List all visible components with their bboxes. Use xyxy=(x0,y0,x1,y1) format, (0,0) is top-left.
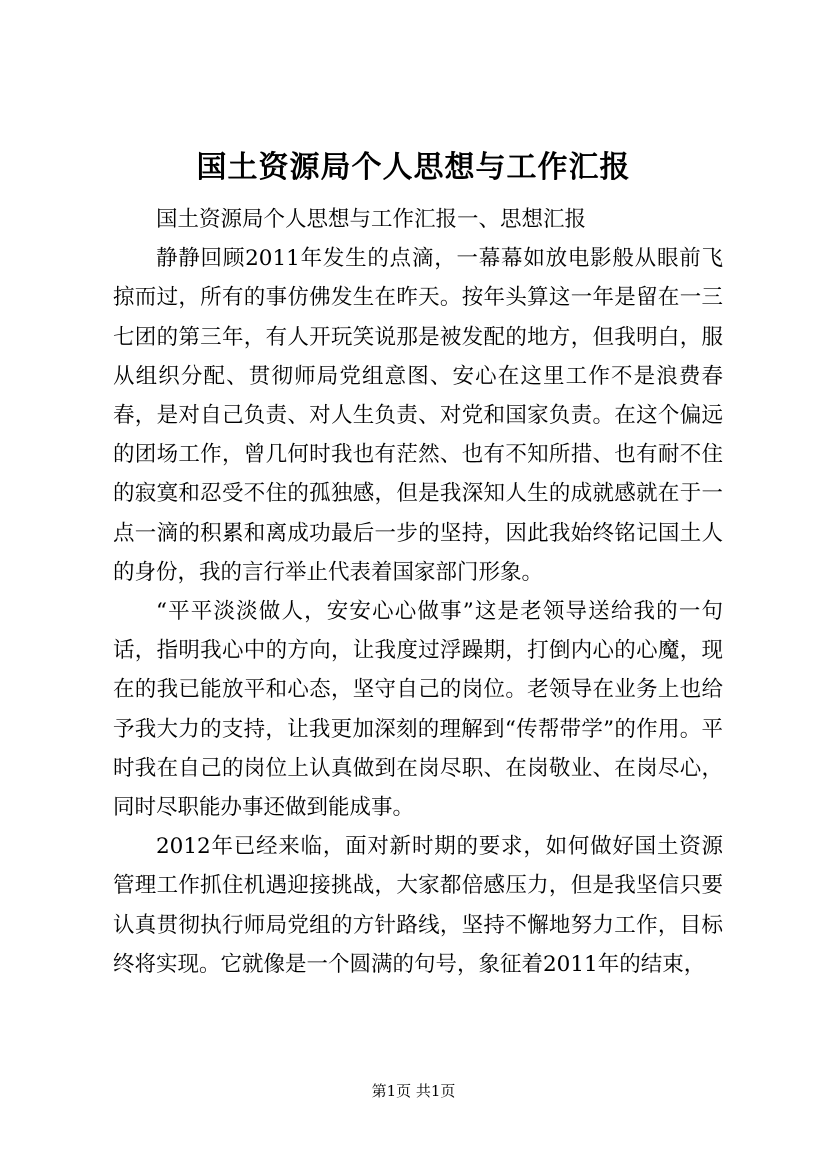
paragraph: 静静回顾2011年发生的点滴，一幕幕如放电影般从眼前飞掠而过，所有的事仿佛发生在昨天。按年头算这一年是留在一三七团的第三年，有人开玩笑说那是被发配的地方，但我明白，服从组织分配、贯彻师局党组意图、安心在这里工作不是浪费春春，是对自己负责、对人生负责、对党和国家负责。在这个偏远的团场工作，曾几何时我也有茫然、也有不知所措、也有耐不住的寂寞和忍受不住的孤独感，但是我深知人生的成就感就在于一点一滴的积累和离成功最后一步的坚持，因此我始终铭记国土人的身份，我的言行举止代表着国家部门形象。 xyxy=(113,246,723,585)
paragraph: 2012年已经来临，面对新时期的要求，如何做好国土资源管理工作抓住机遇迎接挑战，大家都倍感压力，但是我坚信只要认真贯彻执行师局党组的方针路线，坚持不懈地努力工作，目标终将实现。它就像是一个圆满的句号，象征着2011年的结束， xyxy=(113,834,723,977)
page-footer: 第1页 共1页 xyxy=(371,1082,456,1100)
document-body xyxy=(113,200,723,984)
paragraph-subtitle: 国土资源局个人思想与工作汇报一、思想汇报 xyxy=(156,207,587,232)
paragraph: “平平淡淡做人，安安心心做事”这是老领导送给我的一句话，指明我心中的方向，让我度过浮躁期，打倒内心的心魔，现在的我已能放平和心态，坚守自己的岗位。老领导在业务上也给予我大力的支持，让我更加深刻的理解到“传帮带学”的作用。平时我在自己的岗位上认真做到在岗尽职、在岗敬业、在岗尽心，同时尽职能办事还做到能成事。 xyxy=(113,599,723,821)
document-title: 国土资源局个人思想与工作汇报 xyxy=(196,150,631,185)
